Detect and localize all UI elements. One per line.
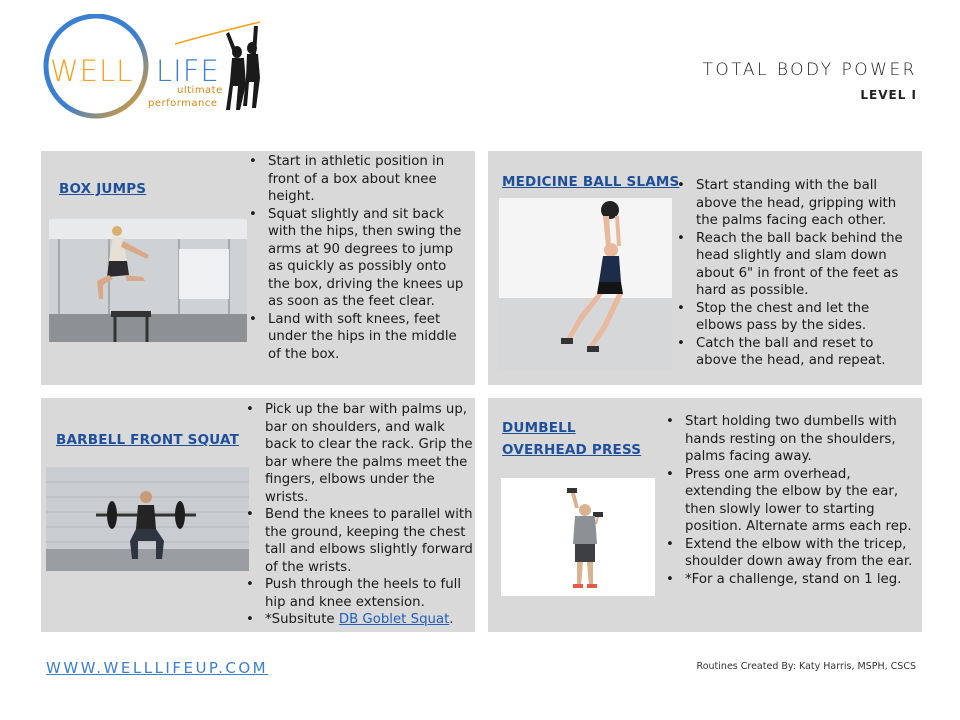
logo-word-life: LIFE bbox=[156, 54, 220, 88]
substitute-prefix: *Subsitute bbox=[265, 612, 339, 627]
exercise-title[interactable]: DUMBELL OVERHEAD PRESS bbox=[502, 420, 642, 458]
step-item: • Push through the heels to full hip and knee extension. bbox=[245, 576, 477, 611]
substitute-suffix: . bbox=[449, 612, 454, 627]
step-item: • Extend the elbow with the tricep, shoulder down away from the ear. bbox=[665, 536, 917, 571]
welllife-logo bbox=[40, 14, 270, 119]
exercise-title[interactable]: BARBELL FRONT SQUAT bbox=[56, 432, 240, 448]
logo-tagline-1: ultimate bbox=[177, 85, 223, 96]
exercise-card-dumbell-overhead-press bbox=[488, 398, 922, 632]
exercise-card-medicine-ball-slams bbox=[488, 151, 922, 385]
step-item: • Bend the knees to parallel with the ground, keeping the chest tall and elbows slightly forward of the wrists. bbox=[245, 506, 477, 576]
step-item: • Squat slightly and sit back with the hips, then swing the arms at 90 degrees to jump as quickly as possibly onto the box, driving the knees up as soon as the feet clear. bbox=[248, 206, 470, 311]
step-item: • Start in athletic position in front of a box about knee height. bbox=[248, 153, 470, 206]
page-title: TOTAL BODY POWER bbox=[702, 60, 917, 80]
step-item: • *For a challenge, stand on 1 leg. bbox=[665, 571, 917, 589]
step-item: • Catch the ball and reset to above the head, and repeat. bbox=[676, 335, 912, 370]
barbell-front-squat-steps bbox=[245, 401, 477, 629]
exercise-title[interactable]: BOX JUMPS bbox=[59, 181, 147, 197]
step-item: • Start standing with the ball above the head, gripping with the palms facing each other. bbox=[676, 177, 912, 230]
athletes-silhouette-icon bbox=[226, 26, 260, 110]
medicine-ball-slams-photo bbox=[499, 198, 672, 370]
exercise-title[interactable]: MEDICINE BALL SLAMS bbox=[502, 174, 680, 190]
logo-word-well: WELL bbox=[50, 54, 134, 88]
exercise-card-barbell-front-squat bbox=[41, 398, 475, 632]
dumbell-overhead-press-steps bbox=[665, 413, 917, 588]
exercise-card-box-jumps bbox=[41, 151, 475, 385]
website-link[interactable]: WWW.WELLLIFEUP.COM bbox=[46, 659, 269, 677]
dumbell-overhead-press-photo bbox=[501, 478, 655, 596]
step-item: • Press one arm overhead, extending the elbow by the ear, then slowly lower to starting position. Alternate arms each rep. bbox=[665, 466, 917, 536]
barbell-front-squat-photo bbox=[46, 467, 249, 571]
step-item: • Land with soft knees, feet under the hips in the middle of the box. bbox=[248, 311, 470, 364]
step-item: • Pick up the bar with palms up, bar on shoulders, and walk back to clear the rack. Grip the bar where the palms meet the fingers, elbows under the wrists. bbox=[245, 401, 477, 506]
step-item bbox=[245, 611, 477, 629]
author-credit: Routines Created By: Katy Harris, MSPH, CSCS bbox=[696, 661, 916, 672]
box-jumps-photo bbox=[49, 219, 247, 342]
step-item: • Reach the ball back behind the head slightly and slam down about 6" in front of the feet as hard as possible. bbox=[676, 230, 912, 300]
page-level: LEVEL I bbox=[860, 88, 917, 102]
medicine-ball-slams-steps bbox=[676, 177, 912, 370]
box-jumps-steps bbox=[248, 153, 470, 363]
step-item: • Stop the chest and let the elbows pass by the sides. bbox=[676, 300, 912, 335]
db-goblet-squat-link[interactable]: DB Goblet Squat bbox=[338, 612, 450, 627]
logo-tagline-2: performance bbox=[148, 98, 218, 109]
step-item: • Start holding two dumbells with hands resting on the shoulders, palms facing away. bbox=[665, 413, 917, 466]
